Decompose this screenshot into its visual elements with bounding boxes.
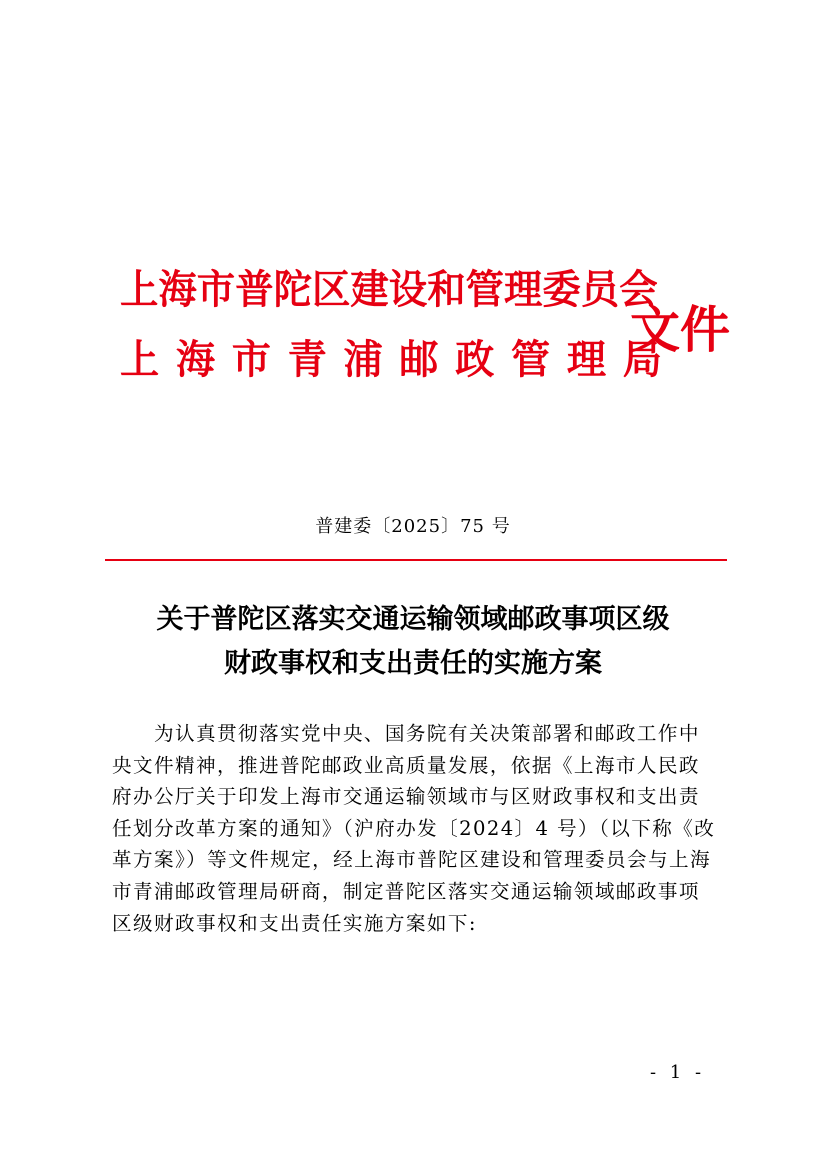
issuer-name-1: 上海市普陀区建设和管理委员会	[120, 266, 658, 313]
title-line-1: 关于普陀区落实交通运输领域邮政事项区级	[156, 604, 670, 635]
body-line: 区级财政事权和支出责任实施方案如下:	[112, 911, 477, 935]
body-line: 革方案》）等文件规定，经上海市普陀区建设和管理委员会与上海	[112, 848, 712, 872]
red-divider-line	[105, 559, 727, 561]
document-title	[100, 598, 726, 686]
body-line: 央文件精神，推进普陀邮政业高质量发展，依据《上海市人民政	[112, 753, 700, 777]
body-line: 府办公厅关于印发上海市交通运输领域市与区财政事权和支出责	[112, 785, 700, 809]
document-number: 普建委〔2025〕75 号	[315, 516, 511, 537]
body-paragraph	[112, 718, 726, 939]
page-number: - 1 -	[650, 1062, 706, 1083]
title-line-2: 财政事权和支出责任的实施方案	[224, 648, 602, 679]
issuer-name-2: 上海市青浦邮政管理局	[120, 336, 679, 383]
document-type-label: 文件	[630, 300, 730, 359]
body-line: 市青浦邮政管理局研商，制定普陀区落实交通运输领域邮政事项	[112, 879, 700, 903]
body-line: 任划分改革方案的通知》（沪府办发〔2024〕4 号）（以下称《改	[112, 816, 716, 840]
body-line: 为认真贯彻落实党中央、国务院有关决策部署和邮政工作中	[154, 722, 700, 745]
